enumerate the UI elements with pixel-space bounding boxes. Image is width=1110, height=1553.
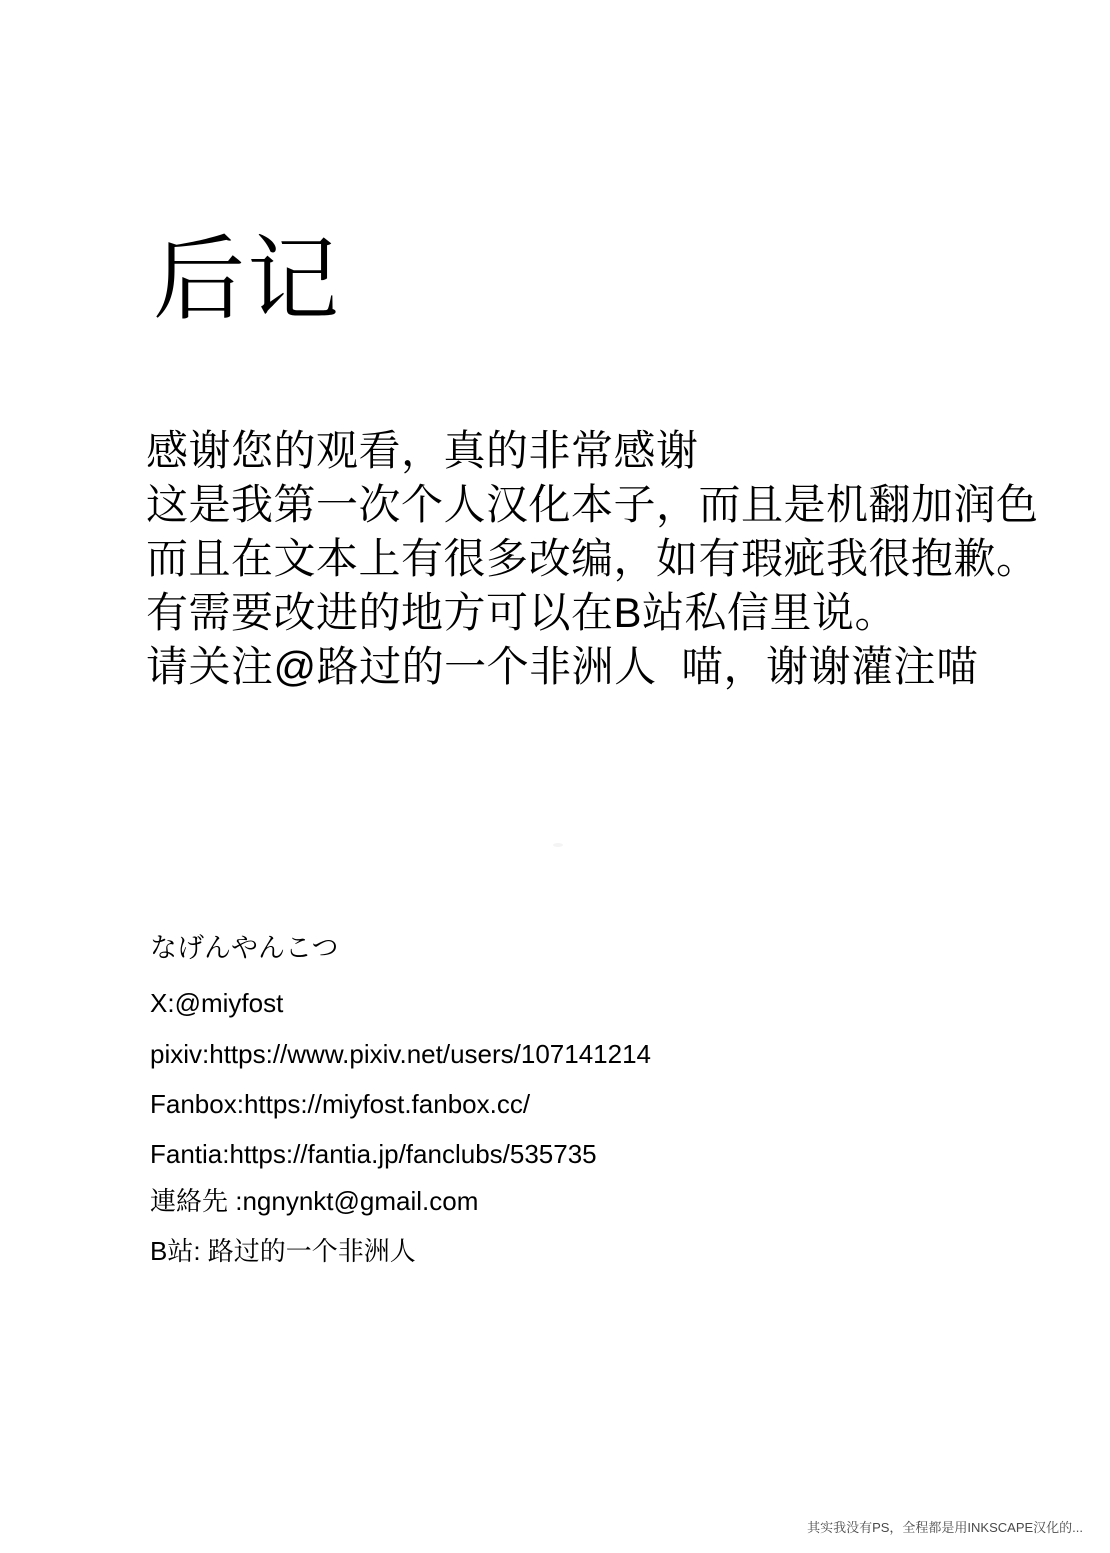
fanbox-url: Fanbox:https://miyfost.fanbox.cc/ <box>150 1089 531 1119</box>
translator-note: 其实我没有PS，全程都是用INKSCAPE汉化的... <box>807 1520 1083 1535</box>
paragraph-line-2: 这是我第一次个人汉化本子，而且是机翻加润色 <box>146 481 1039 528</box>
bilibili-account: B站: 路过的一个非洲人 <box>150 1236 416 1266</box>
page-title: 后记 <box>153 229 342 331</box>
paragraph-line-4: 有需要改进的地方可以在B站私信里说。 <box>146 589 898 636</box>
afterword-paragraph <box>146 424 1076 694</box>
x-handle: X:@miyfost <box>150 988 284 1018</box>
paragraph-line-3: 而且在文本上有很多改编，如有瑕疵我很抱歉。 <box>146 535 1039 582</box>
paragraph-line-1: 感谢您的观看，真的非常感谢 <box>146 427 699 474</box>
scan-artifact-dot <box>553 843 563 847</box>
pixiv-url: pixiv:https://www.pixiv.net/users/107141214 <box>150 1039 652 1069</box>
artist-name: なげんやんこつ <box>150 933 339 963</box>
contact-email: 連絡先 :ngnynkt@gmail.com <box>150 1186 479 1216</box>
paragraph-line-5: 请关注@路过的一个非洲人 喵，谢谢灌注喵 <box>146 643 979 690</box>
fantia-url: Fantia:https://fantia.jp/fanclubs/535735 <box>150 1139 597 1169</box>
